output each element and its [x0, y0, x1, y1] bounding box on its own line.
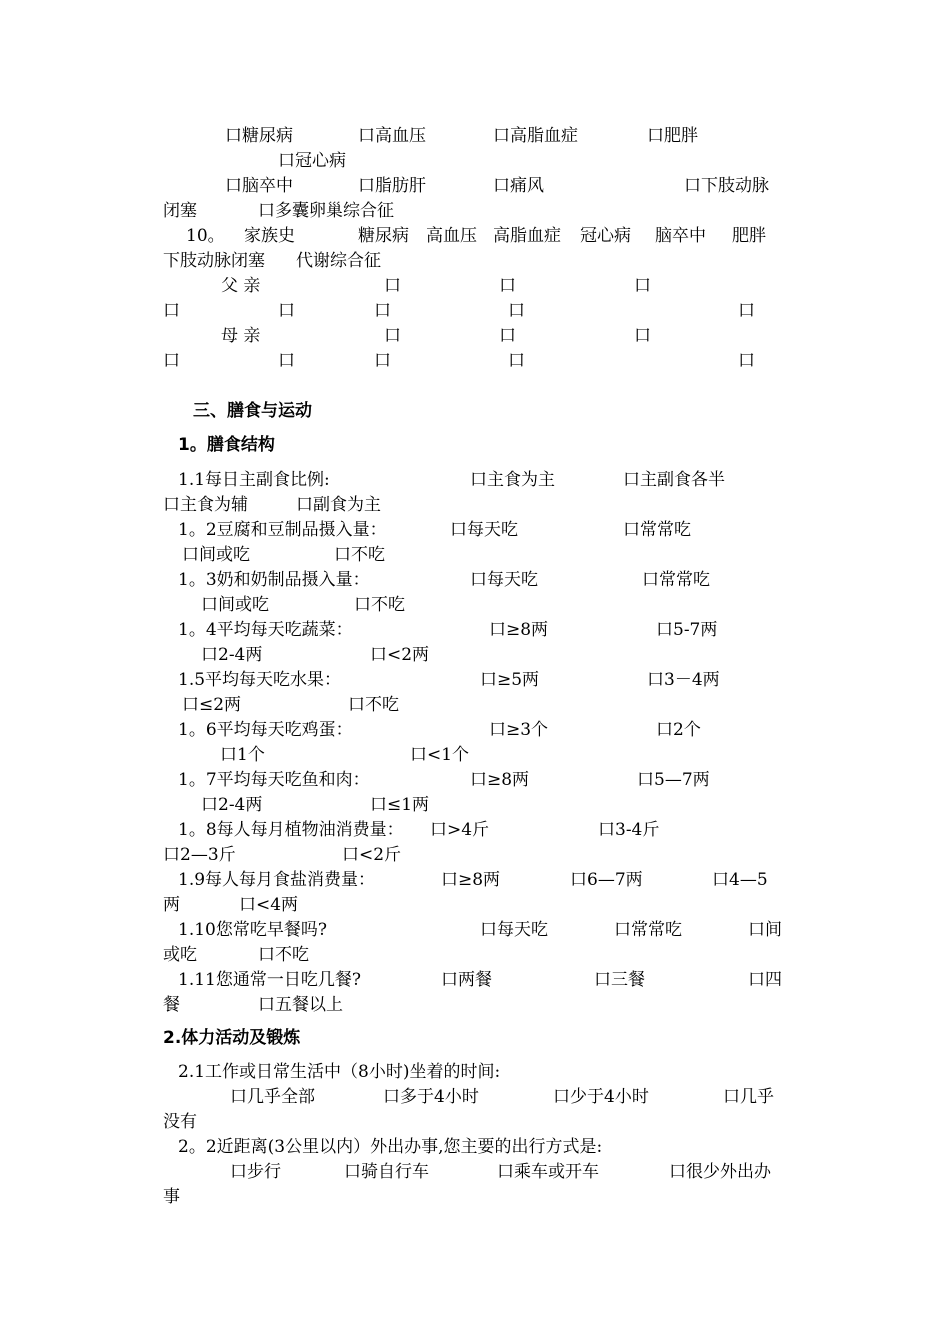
option[interactable]: 口2—3斤 [163, 845, 236, 865]
history-line-2 [0, 149, 950, 174]
family-col-hyperlipidemia: 高脂血症 [493, 226, 561, 246]
family-label: 家族史 [244, 226, 295, 246]
option[interactable]: 口≥8两 [470, 770, 530, 790]
subsection-title-diet: 1。膳食结构 [178, 435, 275, 455]
option-diabetes[interactable]: 口糖尿病 [225, 126, 293, 146]
q2-1-question [0, 1060, 950, 1085]
option[interactable]: 口3-4斤 [598, 820, 660, 840]
option-stroke[interactable]: 口脑卒中 [225, 176, 293, 196]
option[interactable]: 口两餐 [441, 970, 492, 990]
question-label: 2.1工作或日常生活中（8小时)坐着的时间: [178, 1062, 501, 1082]
option[interactable]: 口常常吃 [623, 520, 691, 540]
option[interactable]: 口步行 [230, 1162, 281, 1182]
section3-heading [0, 399, 950, 424]
option-continuation: 或吃 [163, 945, 197, 965]
option[interactable]: 口骑自行车 [344, 1162, 429, 1182]
option[interactable]: 口主食为辅 [163, 495, 248, 515]
question-label: 1。2豆腐和豆制品摄入量： [178, 520, 387, 540]
option[interactable]: 口≥3个 [489, 720, 549, 740]
option-continuation: 没有 [163, 1112, 197, 1132]
option-continuation: 餐 [163, 995, 180, 1015]
option[interactable]: 口5-7两 [656, 620, 718, 640]
question-label: 1。4平均每天吃蔬菜： [178, 620, 353, 640]
question-label: 1。8每人每月植物油消费量： [178, 820, 404, 840]
history-line-1 [0, 124, 950, 149]
q1-1-row-a [0, 468, 950, 493]
father-row-1 [0, 274, 950, 299]
option[interactable]: 口乘车或开车 [497, 1162, 599, 1182]
option[interactable]: 口多于4小时 [383, 1087, 479, 1107]
option[interactable]: 口1个 [220, 745, 265, 765]
option[interactable]: 口4—5 [712, 870, 768, 890]
mother-checkbox-diabetes[interactable]: 口 [384, 326, 401, 346]
question-label: 1.10您常吃早餐吗? [178, 920, 327, 940]
option[interactable]: 口不吃 [354, 595, 405, 615]
q1-7-row-a [0, 768, 950, 793]
option[interactable]: 口2-4两 [201, 795, 263, 815]
q1-2-row-a [0, 518, 950, 543]
option-continuation: 事 [163, 1187, 180, 1207]
history-line-3 [0, 174, 950, 199]
q2-1-row-b [0, 1110, 950, 1135]
option[interactable]: 口>4斤 [430, 820, 490, 840]
option[interactable]: 口6—7两 [570, 870, 643, 890]
option[interactable]: 口常常吃 [642, 570, 710, 590]
mother-checkbox-hyperlipidemia[interactable]: 口 [634, 326, 651, 346]
option[interactable]: 口间 [748, 920, 782, 940]
option[interactable]: 口几乎 [723, 1087, 774, 1107]
question-label: 2。2近距离(3公里以内）外出办事,您主要的出行方式是: [178, 1137, 603, 1157]
option-continuation: 两 [163, 895, 180, 915]
father-checkbox-hypertension[interactable]: 口 [499, 276, 516, 296]
father-row-2 [0, 299, 950, 324]
option[interactable]: 口2个 [656, 720, 701, 740]
father-checkbox-diabetes[interactable]: 口 [384, 276, 401, 296]
option-obesity[interactable]: 口肥胖 [647, 126, 698, 146]
option-limb-artery-cont: 闭塞 [163, 201, 197, 221]
option[interactable]: 口每天吃 [480, 920, 548, 940]
family-col-hypertension: 高血压 [426, 226, 477, 246]
mother-checkbox-obesity[interactable]: 口 [374, 351, 391, 371]
mother-checkbox-coronary[interactable]: 口 [163, 351, 180, 371]
question-label: 1.9每人每月食盐消费量： [178, 870, 376, 890]
q1-3-row-b [0, 593, 950, 618]
option[interactable]: 口不吃 [348, 695, 399, 715]
q1-11-row-a [0, 968, 950, 993]
q1-7-row-b [0, 793, 950, 818]
option[interactable]: 口<2两 [370, 645, 430, 665]
option[interactable]: 口5—7两 [637, 770, 710, 790]
option[interactable]: 口2-4两 [201, 645, 263, 665]
q1-2-row-b [0, 543, 950, 568]
family-header-1 [0, 224, 950, 249]
family-col-coronary: 冠心病 [580, 226, 631, 246]
option-pcos[interactable]: 口多囊卵巢综合征 [258, 201, 394, 221]
option[interactable]: 口<1个 [410, 745, 470, 765]
option[interactable]: 口间或吃 [201, 595, 269, 615]
mother-label: 母 亲 [221, 326, 261, 346]
q2-2-question [0, 1135, 950, 1160]
q1-3-row-a [0, 568, 950, 593]
option[interactable]: 口<4两 [239, 895, 299, 915]
option[interactable]: 口很少外出办 [669, 1162, 771, 1182]
option[interactable]: 口≥5两 [480, 670, 540, 690]
activity-heading [0, 1026, 950, 1051]
mother-checkbox-limb-artery[interactable]: 口 [508, 351, 525, 371]
family-header-2 [0, 249, 950, 274]
q2-2-row-a [0, 1160, 950, 1185]
q1-10-row-b [0, 943, 950, 968]
option[interactable]: 口四 [748, 970, 782, 990]
father-checkbox-obesity[interactable]: 口 [374, 301, 391, 321]
option-limb-artery[interactable]: 口下肢动脉 [684, 176, 769, 196]
q1-8-row-a [0, 818, 950, 843]
father-checkbox-coronary[interactable]: 口 [163, 301, 180, 321]
q2-1-row-a [0, 1085, 950, 1110]
option-fatty-liver[interactable]: 口脂肪肝 [358, 176, 426, 196]
mother-checkbox-stroke[interactable]: 口 [278, 351, 295, 371]
option[interactable]: 口不吃 [258, 945, 309, 965]
option[interactable]: 口不吃 [334, 545, 385, 565]
q1-8-row-b [0, 843, 950, 868]
question-label: 1.5平均每天吃水果： [178, 670, 342, 690]
option[interactable]: 口主食为主 [470, 470, 555, 490]
q1-9-row-b [0, 893, 950, 918]
diet-heading [0, 433, 950, 458]
father-checkbox-limb-artery[interactable]: 口 [508, 301, 525, 321]
mother-checkbox-hypertension[interactable]: 口 [499, 326, 516, 346]
option[interactable]: 口主副食各半 [623, 470, 725, 490]
option-hypertension[interactable]: 口高血压 [358, 126, 426, 146]
question-label: 1。3奶和奶制品摄入量： [178, 570, 370, 590]
q1-5-row-a [0, 668, 950, 693]
family-col-limb-artery: 下肢动脉闭塞 [163, 251, 265, 271]
option[interactable]: 口每天吃 [450, 520, 518, 540]
family-col-obesity: 肥胖 [732, 226, 766, 246]
option[interactable]: 口少于4小时 [553, 1087, 649, 1107]
option[interactable]: 口常常吃 [614, 920, 682, 940]
option[interactable]: 口几乎全部 [230, 1087, 315, 1107]
q2-2-row-b [0, 1185, 950, 1210]
option[interactable]: 口三餐 [594, 970, 645, 990]
question-label: 1.1每日主副食比例: [178, 470, 330, 490]
q1-4-row-b [0, 643, 950, 668]
option-gout[interactable]: 口痛风 [493, 176, 544, 196]
option[interactable]: 口≤1两 [370, 795, 430, 815]
q1-6-row-b [0, 743, 950, 768]
option[interactable]: 口≥8两 [441, 870, 501, 890]
q1-4-row-a [0, 618, 950, 643]
q1-10-row-a [0, 918, 950, 943]
option[interactable]: 口<2斤 [342, 845, 402, 865]
q1-5-row-b [0, 693, 950, 718]
q1-11-row-b [0, 993, 950, 1018]
subsection-title-activity: 2.体力活动及锻炼 [163, 1028, 301, 1048]
mother-row-1 [0, 324, 950, 349]
section-title: 三、膳食与运动 [193, 401, 312, 421]
family-col-metabolic: 代谢综合征 [296, 251, 381, 271]
father-checkbox-stroke[interactable]: 口 [278, 301, 295, 321]
option[interactable]: 口间或吃 [182, 545, 250, 565]
question-label: 1.11您通常一日吃几餐? [178, 970, 361, 990]
option-hyperlipidemia[interactable]: 口高脂血症 [493, 126, 578, 146]
q1-6-row-a [0, 718, 950, 743]
option-coronary[interactable]: 口冠心病 [278, 151, 346, 171]
father-checkbox-metabolic[interactable]: 口 [738, 301, 755, 321]
option[interactable]: 口副食为主 [296, 495, 381, 515]
mother-row-2 [0, 349, 950, 374]
q1-1-row-b [0, 493, 950, 518]
family-col-stroke: 脑卒中 [655, 226, 706, 246]
family-number: 10。 [186, 226, 225, 246]
father-checkbox-hyperlipidemia[interactable]: 口 [634, 276, 651, 296]
family-col-diabetes: 糖尿病 [358, 226, 409, 246]
question-label: 1。7平均每天吃鱼和肉： [178, 770, 370, 790]
option[interactable]: 口3－4两 [647, 670, 720, 690]
history-line-4 [0, 199, 950, 224]
mother-checkbox-metabolic[interactable]: 口 [738, 351, 755, 371]
option[interactable]: 口每天吃 [470, 570, 538, 590]
option[interactable]: 口≥8两 [489, 620, 549, 640]
option[interactable]: 口≤2两 [182, 695, 242, 715]
option[interactable]: 口五餐以上 [258, 995, 343, 1015]
q1-9-row-a [0, 868, 950, 893]
father-label: 父 亲 [221, 276, 261, 296]
question-label: 1。6平均每天吃鸡蛋： [178, 720, 353, 740]
